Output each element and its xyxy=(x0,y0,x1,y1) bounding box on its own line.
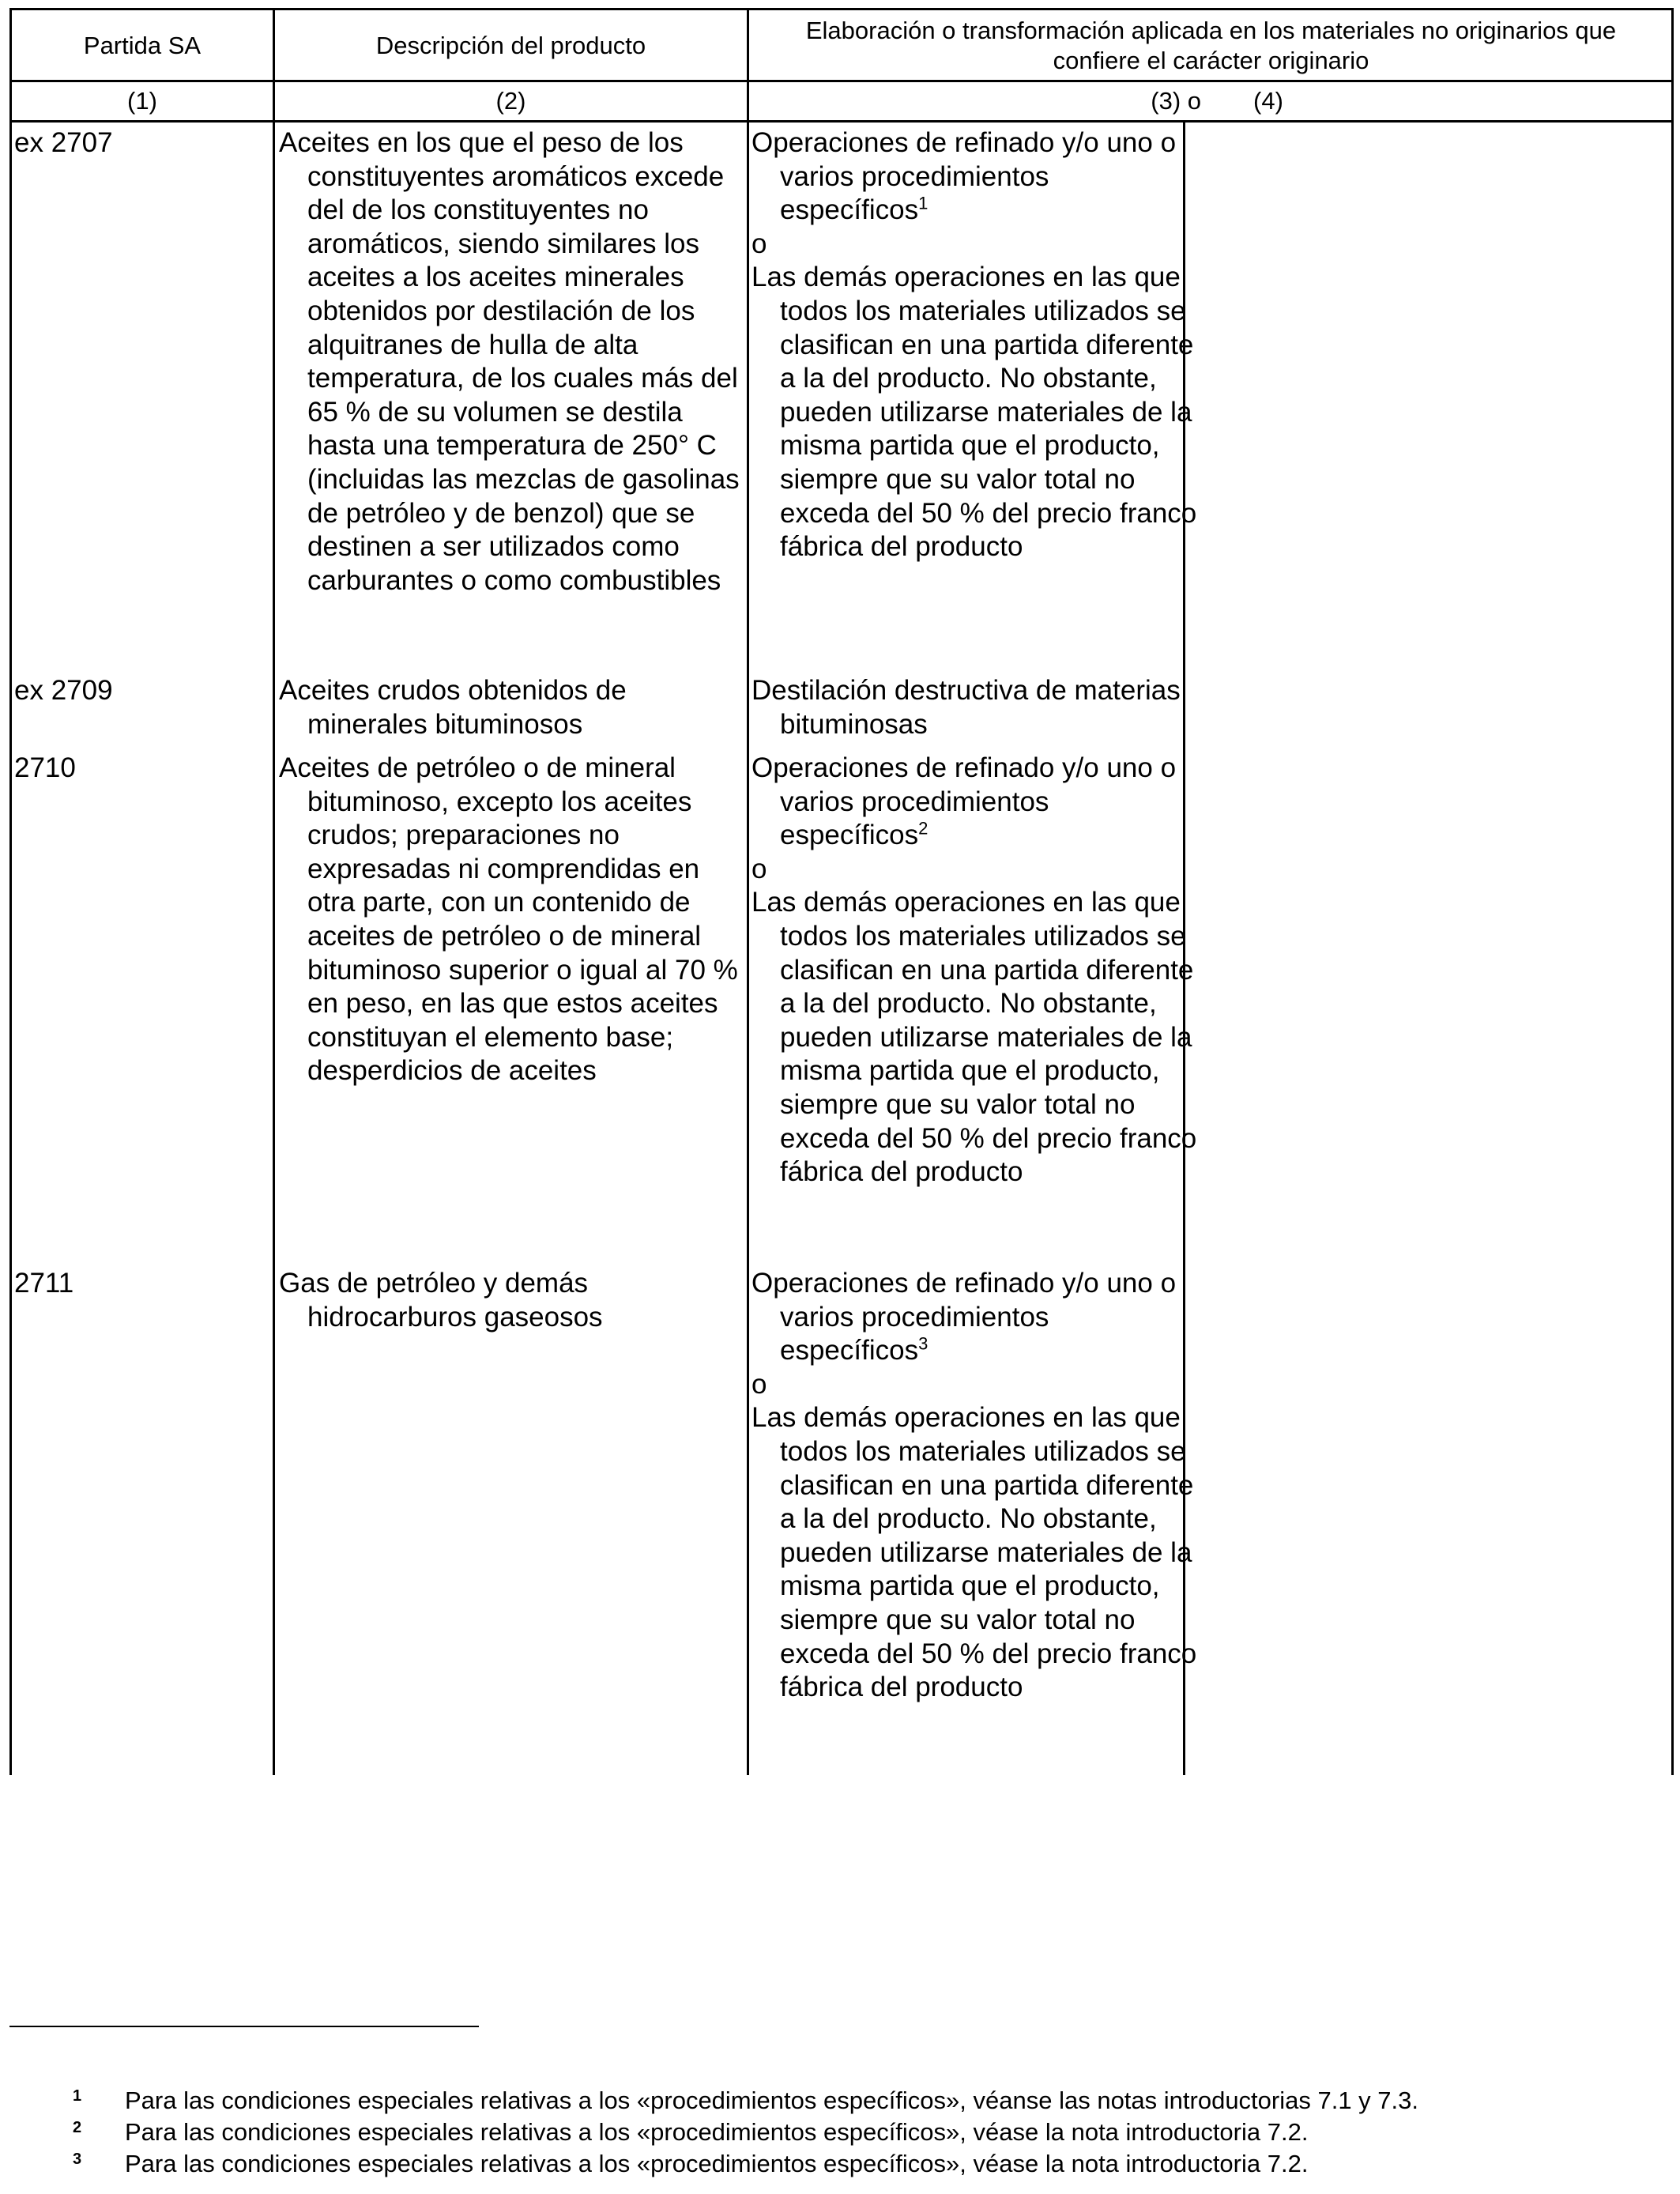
colnum-1: (1) xyxy=(127,87,157,115)
footnote-mark: 1 xyxy=(73,2087,82,2105)
rule-option-b: Las demás operaciones en las que todos los materiales utilizados se clasifican en una partida diferente a la del producto. No obstante, pueden utilizarse materiales de la misma partida que el producto, siempre que su valor total no exceda del 50 % del precio franco fábrica del producto xyxy=(751,1402,1197,1703)
footnote-ref: 1 xyxy=(918,193,929,213)
row-rule xyxy=(751,126,1199,564)
footnote-3 xyxy=(73,2148,1658,2180)
row-rule xyxy=(751,752,1199,1189)
table-top-rule xyxy=(9,8,1674,10)
row-code: 2711 xyxy=(14,1268,74,1299)
rule-option-a xyxy=(751,1267,1199,1368)
rule-a-text: Operaciones de refinado y/o uno o varios procedimientos específicos xyxy=(751,1268,1177,1367)
row-description xyxy=(279,752,750,1088)
row-code: 2710 xyxy=(14,752,76,783)
rule-option-a: Destilación destructiva de materias bituminosas xyxy=(751,675,1181,740)
footnote-mark: 3 xyxy=(73,2151,82,2168)
rule-a-text: Operaciones de refinado y/o uno o varios procedimientos específicos xyxy=(751,127,1177,226)
footnote-1 xyxy=(73,2085,1658,2117)
footnote-separator xyxy=(9,2026,479,2027)
rule-or: o xyxy=(751,228,767,259)
row-code: ex 2709 xyxy=(14,675,113,706)
description-text: Aceites de petróleo o de mineral bituminoso, excepto los aceites crudos; preparaciones no expresadas ni comprendidas en otra parte, con un contenido de aceites de petróleo o de mineral bituminoso superior o igual al 70 % en peso, en las que estos aceites constituyan el elemento base; desperdicios de aceites xyxy=(279,752,738,1087)
rule-option-a xyxy=(751,752,1199,853)
col2-left-rule xyxy=(273,8,275,1775)
rule-option-b: Las demás operaciones en las que todos los materiales utilizados se clasifican en una partida diferente a la del producto. No obstante, pueden utilizarse materiales de la misma partida que el producto, siempre que su valor total no exceda del 50 % del precio franco fábrica del producto xyxy=(751,887,1197,1188)
footnote-ref: 3 xyxy=(918,1333,929,1354)
footnote-ref: 2 xyxy=(918,818,929,839)
row-rule xyxy=(751,674,1199,741)
rule-or: o xyxy=(751,853,767,884)
header-partida-sa: Partida SA xyxy=(83,32,202,59)
footnote-mark: 2 xyxy=(73,2119,82,2136)
colnum-3: (3) o xyxy=(1151,87,1201,115)
footnote-text: Para las condiciones especiales relativas a los «procedimientos específicos», véanse las notas introductorias 7.1 y 7.3. xyxy=(125,2087,1419,2114)
header-elaboracion: Elaboración o transformación aplicada en los materiales no originarios que confiere el carácter originario xyxy=(805,17,1617,74)
description-text: Gas de petróleo y demás hidrocarburos gaseosos xyxy=(279,1268,603,1333)
description-text: Aceites crudos obtenidos de minerales bituminosos xyxy=(279,675,627,740)
rule-option-a xyxy=(751,126,1199,228)
col1-left-rule xyxy=(9,8,12,1775)
description-text: Aceites en los que el peso de los constituyentes aromáticos excede del de los constituyentes no aromáticos, siendo similares los aceites a los aceites minerales obtenidos por destilación de los alquitranes de hulla de alta temperatura, de los cuales más del 65 % de su volumen se destila hasta una temperatura de 250° C (incluidas las mezclas de gasolinas de petróleo y de benzol) que se destinen a ser utilizados como carburantes o como combustibles xyxy=(279,127,740,596)
row-code: ex 2707 xyxy=(14,127,113,158)
rule-option-b: Las demás operaciones en las que todos los materiales utilizados se clasifican en una partida diferente a la del producto. No obstante, pueden utilizarse materiales de la misma partida que el producto, siempre que su valor total no exceda del 50 % del precio franco fábrica del producto xyxy=(751,262,1197,563)
rule-or: o xyxy=(751,1368,767,1400)
footnote-2 xyxy=(73,2117,1658,2148)
footnote-text: Para las condiciones especiales relativas a los «procedimientos específicos», véase la nota introductoria 7.2. xyxy=(125,2118,1309,2146)
colnum-4: (4) xyxy=(1253,87,1283,115)
row-description xyxy=(279,674,750,741)
table-right-rule xyxy=(1671,8,1674,1775)
footnote-text: Para las condiciones especiales relativas a los «procedimientos específicos», véase la nota introductoria 7.2. xyxy=(125,2150,1309,2177)
row-description xyxy=(279,126,750,598)
header-descripcion: Descripción del producto xyxy=(375,32,646,59)
header-bottom-rule xyxy=(9,80,1674,82)
numbers-bottom-rule xyxy=(9,120,1674,123)
colnum-2: (2) xyxy=(495,87,526,115)
rule-a-text: Operaciones de refinado y/o uno o varios procedimientos específicos xyxy=(751,752,1177,851)
row-description xyxy=(279,1267,750,1334)
row-rule xyxy=(751,1267,1199,1705)
